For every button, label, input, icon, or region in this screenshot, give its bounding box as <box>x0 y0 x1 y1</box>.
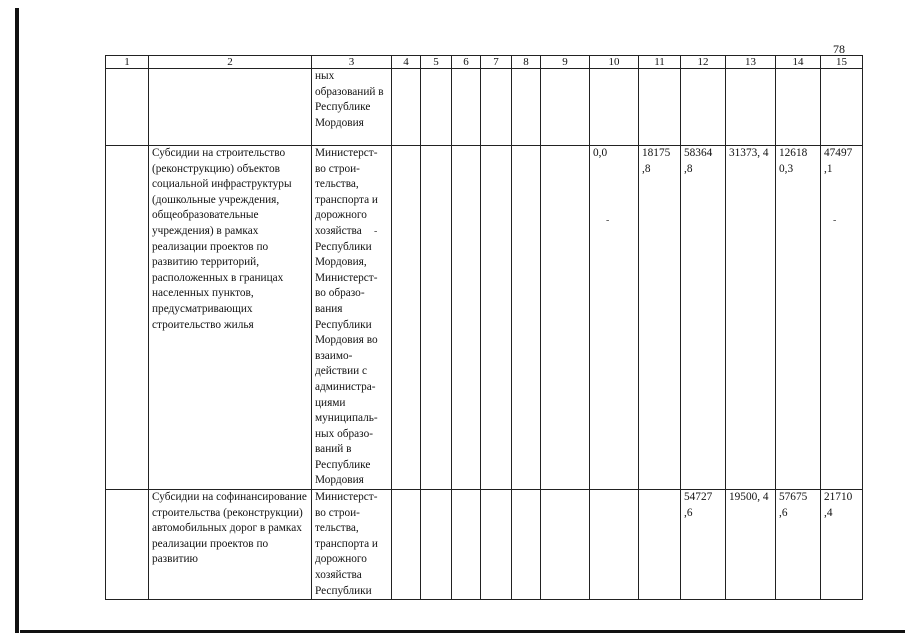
cell-value-12: 54727 ,6 <box>681 490 726 600</box>
col-header-7: 7 <box>481 56 512 69</box>
cell-value-12 <box>681 69 726 146</box>
col-header-14: 14 <box>776 56 821 69</box>
cell-measure <box>149 69 312 146</box>
cell-value-10: 0,0 <box>590 146 639 490</box>
table-row <box>106 146 863 490</box>
cell-empty <box>541 69 590 146</box>
cell-number <box>106 490 149 600</box>
cell-value-12: 58364 ,8 <box>681 146 726 490</box>
cell-empty <box>392 146 421 490</box>
cell-value-10 <box>590 69 639 146</box>
cell-value-11 <box>639 490 681 600</box>
table-row <box>106 490 863 600</box>
cell-number <box>106 69 149 146</box>
cell-value-14: 57675 ,6 <box>776 490 821 600</box>
cell-executor: Министерст- во строи- тельства, транспорта и дорожного хозяйства Республики <box>312 490 392 600</box>
table-row <box>106 69 863 146</box>
col-header-6: 6 <box>452 56 481 69</box>
cell-value-14: 12618 0,3 <box>776 146 821 490</box>
cell-empty <box>512 69 541 146</box>
page-number: 78 <box>833 42 845 56</box>
col-header-1: 1 <box>106 56 149 69</box>
cell-empty <box>541 146 590 490</box>
col-header-9: 9 <box>541 56 590 69</box>
cell-empty <box>452 490 481 600</box>
cell-empty <box>481 490 512 600</box>
page-bottom-border <box>20 630 905 633</box>
col-header-4: 4 <box>392 56 421 69</box>
cell-empty <box>541 490 590 600</box>
page-left-border <box>15 8 19 633</box>
scan-mark: - <box>374 226 378 237</box>
cell-value-13: 31373, 4 <box>726 146 776 490</box>
cell-empty <box>421 69 452 146</box>
cell-empty <box>421 490 452 600</box>
col-header-5: 5 <box>421 56 452 69</box>
cell-number <box>106 146 149 490</box>
cell-value-11: 18175 ,8 <box>639 146 681 490</box>
cell-empty <box>392 490 421 600</box>
cell-empty <box>481 69 512 146</box>
col-header-13: 13 <box>726 56 776 69</box>
cell-empty <box>392 69 421 146</box>
col-header-2: 2 <box>149 56 312 69</box>
cell-measure: Субсидии на софинансирование строительства (реконструкции) автомобильных дорог в рамках реализации проектов по развитию <box>149 490 312 600</box>
cell-value-10 <box>590 490 639 600</box>
cell-empty <box>421 146 452 490</box>
col-header-15: 15 <box>821 56 863 69</box>
cell-executor: ных образований в Республике Мордовия <box>312 69 392 146</box>
cell-value-11 <box>639 69 681 146</box>
header-row <box>106 56 863 69</box>
cell-value-15 <box>821 69 863 146</box>
budget-table <box>105 55 863 600</box>
cell-value-13: 19500, 4 <box>726 490 776 600</box>
cell-empty <box>481 146 512 490</box>
cell-value-15: 21710 ,4 <box>821 490 863 600</box>
cell-value-14 <box>776 69 821 146</box>
col-header-11: 11 <box>639 56 681 69</box>
col-header-3: 3 <box>312 56 392 69</box>
scan-mark: - <box>833 215 837 226</box>
col-header-10: 10 <box>590 56 639 69</box>
cell-empty <box>452 69 481 146</box>
cell-empty <box>512 146 541 490</box>
cell-empty <box>452 146 481 490</box>
scan-mark: - <box>606 215 610 226</box>
cell-executor: Министерст- во строи- тельства, транспорта и дорожного хозяйства Республики Мордовия, Министерст- во образо- вания Республики Мордовия во взаимо- действии с администра- циями муниципаль- ных образо- ваний в Республике Мордовия <box>312 146 392 490</box>
col-header-12: 12 <box>681 56 726 69</box>
col-header-8: 8 <box>512 56 541 69</box>
cell-value-13 <box>726 69 776 146</box>
cell-empty <box>512 490 541 600</box>
cell-value-15: 47497 ,1 <box>821 146 863 490</box>
cell-measure: Субсидии на строительство (реконструкцию) объектов социальной инфраструктуры (дошкольные учреждения, общеобразовательные учреждения) в рамках реализации проектов по развитию территорий, расположенных в границах населенных пунктов, предусматривающих строительство жилья <box>149 146 312 490</box>
